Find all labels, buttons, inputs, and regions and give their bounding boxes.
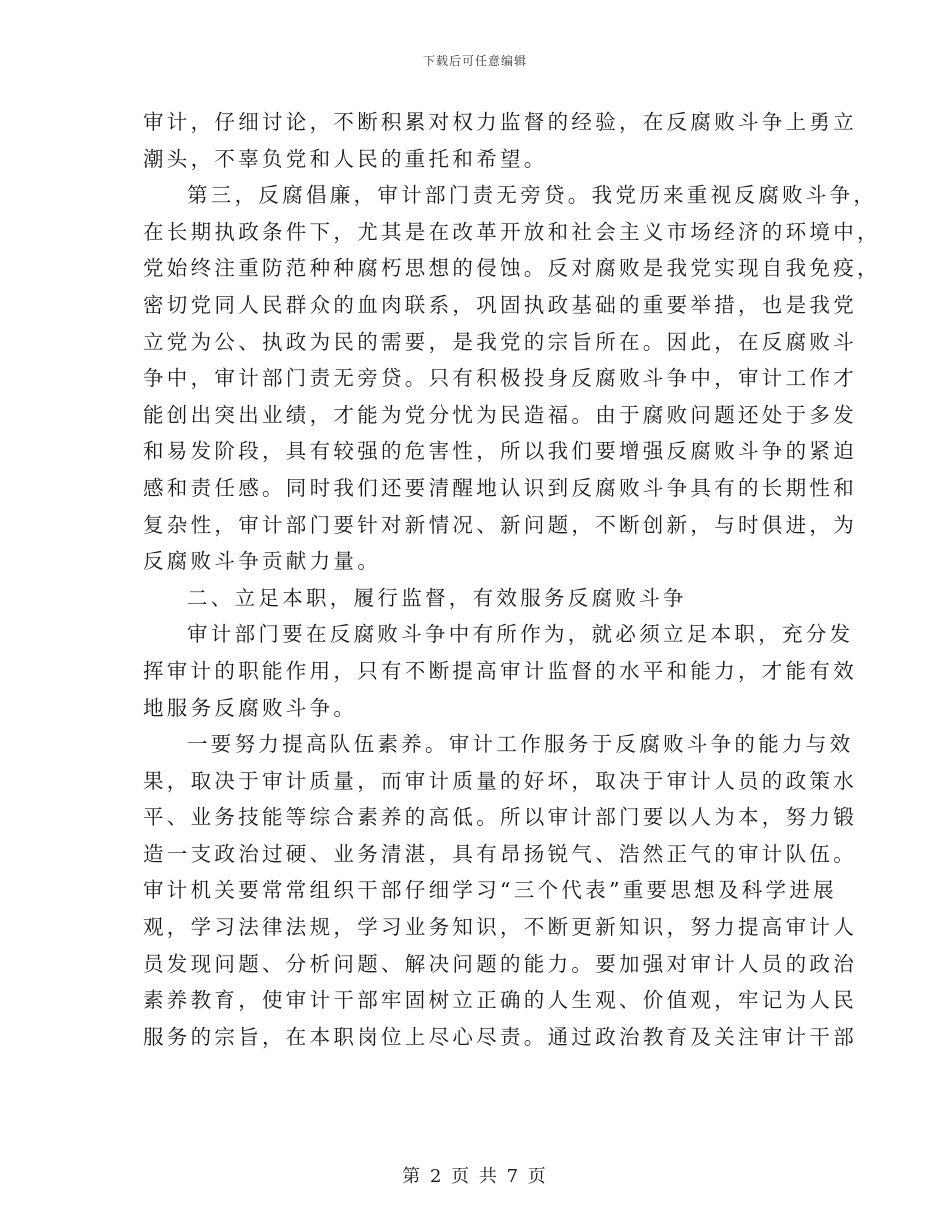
text-line: 和易发阶段，具有较强的危害性，所以我们要增强反腐败斗争的紧迫 [143, 439, 857, 464]
text-line: 争中，审计部门责无旁贷。只有积极投身反腐败斗争中，审计工作才 [143, 366, 857, 391]
text-line: 地服务反腐败斗争。 [143, 695, 358, 720]
text-line: 第三，反腐倡廉，审计部门责无旁贷。我党历来重视反腐败斗争， [187, 183, 878, 208]
text-line: 密切党同人民群众的血肉联系，巩固执政基础的重要举措，也是我党 [143, 292, 857, 317]
text-line: 造一支政治过硬、业务清湛，具有昂扬锐气、浩然正气的审计队伍。 [143, 841, 857, 866]
text-line: 在长期执政条件下，尤其是在改革开放和社会主义市场经济的环境中， [143, 219, 881, 244]
text-line: 观，学习法律法规，学习业务知识，不断更新知识，努力提高审计人 [143, 915, 857, 940]
page-header: 下载后可任意编辑 [422, 54, 527, 68]
text-line: 员发现问题、分析问题、解决问题的能力。要加强对审计人员的政治 [143, 951, 857, 976]
text-line: 反腐败斗争贡献力量。 [143, 549, 381, 574]
text-line: 潮头，不辜负党和人民的重托和希望。 [143, 146, 548, 171]
text-line: 复杂性，审计部门要针对新情况、新问题，不断创新，与时俱进，为 [143, 512, 857, 537]
text-line: 一要努力提高队伍素养。审计工作服务于反腐败斗争的能力与效 [187, 732, 854, 757]
document-body [143, 104, 881, 1055]
text-line: 平、业务技能等综合素养的高低。所以审计部门要以人为本，努力锻 [143, 805, 857, 830]
text-line: 果，取决于审计质量，而审计质量的好坏，取决于审计人员的政策水 [143, 768, 857, 793]
text-line: 二、立足本职，履行监督，有效服务反腐败斗争 [187, 585, 687, 610]
page-footer: 第 2 页 共 7 页 [402, 1166, 548, 1187]
text-line: 服务的宗旨，在本职岗位上尽心尽责。通过政治教育及关注审计干部 [143, 1024, 857, 1049]
text-line: 立党为公、执政为民的需要，是我党的宗旨所在。因此，在反腐败斗 [143, 329, 857, 354]
text-line: 审计部门要在反腐败斗争中有所作为，就必须立足本职，充分发 [187, 622, 854, 647]
text-line: 感和责任感。同时我们还要清醒地认识到反腐败斗争具有的长期性和 [143, 475, 857, 500]
text-line: 素养教育，使审计干部牢固树立正确的人生观、价值观，牢记为人民 [143, 988, 857, 1013]
text-line: 审计机关要常常组织干部仔细学习“三个代表”重要思想及科学进展 [143, 878, 837, 903]
text-line: 党始终注重防范种种腐朽思想的侵蚀。反对腐败是我党实现自我免疫， [143, 256, 881, 281]
text-line: 挥审计的职能作用，只有不断提高审计监督的水平和能力，才能有效 [143, 658, 857, 683]
text-line: 能创出突出业绩，才能为党分忧为民造福。由于腐败问题还处于多发 [143, 402, 857, 427]
text-line: 审计，仔细讨论，不断积累对权力监督的经验，在反腐败斗争上勇立 [143, 110, 857, 134]
